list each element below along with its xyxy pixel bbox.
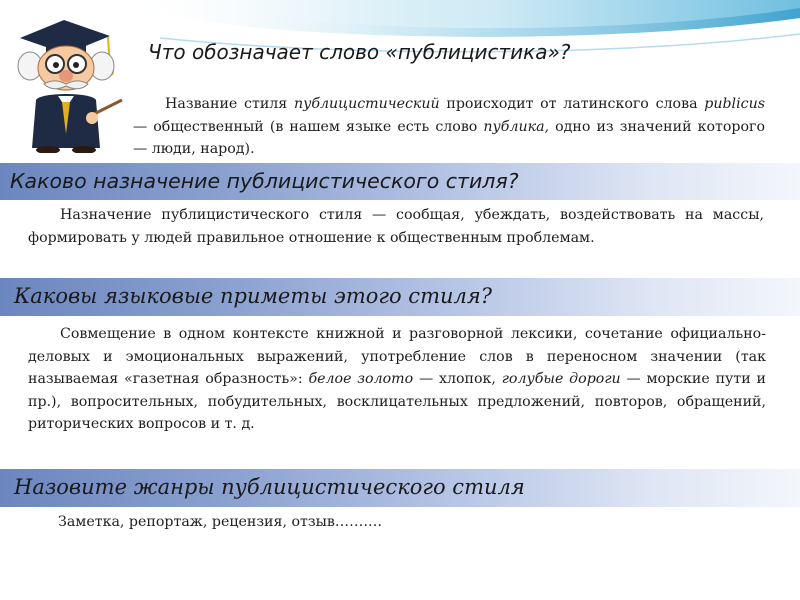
question-2-band	[0, 163, 800, 200]
question-3-heading: Каковы языковые приметы этого стиля?	[14, 284, 493, 308]
professor-cartoon-icon	[6, 8, 124, 153]
answer-3-paragraph: Совмещение в одном контексте книжной и разговорной лексики, сочетание официально-деловых и эмоциональных выражений, употребление слов в переносном значении (так называемая «газетная образность»: белое золото — хлопок, голубые дороги — морские пути и пр.), вопросительных, побудительных, восклицательных предложений, повторов, обращений, риторических вопросов и т. д.	[28, 326, 766, 432]
question-4-band	[0, 469, 800, 507]
answer-1-paragraph: Название стиля публицистический происходит от латинского слова publicus — общественный (в нашем языке есть слово публика, одно из значений которого — люди, народ).	[133, 96, 765, 157]
question-3-band	[0, 278, 800, 316]
answer-2-paragraph: Назначение публицистического стиля — сообщая, убеждать, воздействовать на массы, формировать у людей правильное отношение к общественным проблемам.	[28, 207, 764, 246]
question-4-heading: Назовите жанры публицистического стиля	[14, 475, 525, 499]
question-2-heading: Каково назначение публицистического стиля?	[10, 169, 519, 193]
answer-4-paragraph: Заметка, репортаж, рецензия, отзыв……….	[58, 514, 382, 530]
question-1-heading: Что обозначает слово «публицистика»?	[148, 40, 571, 64]
